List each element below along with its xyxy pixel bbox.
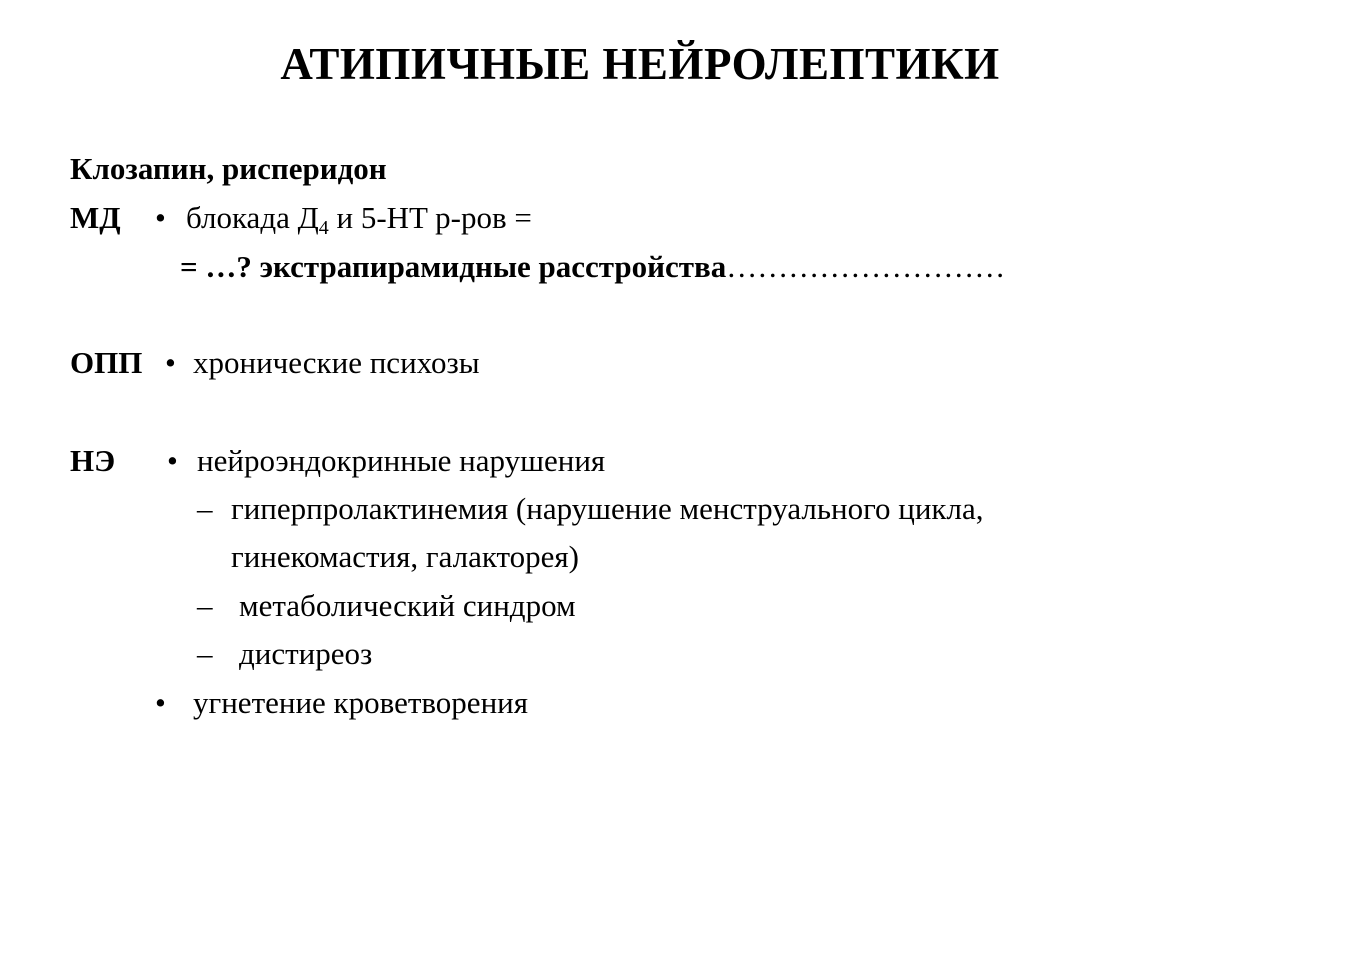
opp-bullet: •	[165, 345, 176, 380]
ne-sub-1-line-1: гиперпролактинемия (нарушение менструального цикла,	[231, 491, 984, 526]
opp-item: хронические психозы	[193, 345, 480, 380]
drugs-line: Клозапин, рисперидон	[70, 151, 387, 186]
md-line-2	[180, 248, 1005, 286]
md-line-2-dots: ………………………	[726, 249, 1006, 284]
ne-item-2: угнетение кроветворения	[193, 685, 529, 720]
ne-sub-3: дистиреоз	[239, 636, 373, 671]
ne-label: НЭ	[70, 443, 116, 478]
ne-dash-1: –	[197, 491, 213, 526]
md-line-1	[186, 199, 532, 237]
md-line-1-pre: блокада Д	[186, 200, 319, 235]
md-line-2-bold: = …? экстрапирамидные расстройства	[180, 249, 727, 284]
ne-dash-3: –	[197, 636, 213, 671]
ne-dash-2: –	[197, 588, 213, 623]
slide-title: АТИПИЧНЫЕ НЕЙРОЛЕПТИКИ	[280, 39, 1000, 89]
md-line-1-post: и 5-HT р-ров =	[328, 200, 532, 235]
ne-bullet-1: •	[167, 443, 178, 478]
md-line-1-subscript: 4	[318, 217, 329, 239]
opp-label: ОПП	[70, 345, 143, 380]
ne-sub-1-line-2: гинекомастия, галакторея)	[231, 539, 579, 574]
ne-item-1: нейроэндокринные нарушения	[197, 443, 606, 478]
ne-bullet-2: •	[155, 685, 166, 720]
md-label: МД	[70, 200, 121, 235]
md-bullet: •	[155, 200, 166, 235]
ne-sub-2: метаболический синдром	[239, 588, 576, 623]
